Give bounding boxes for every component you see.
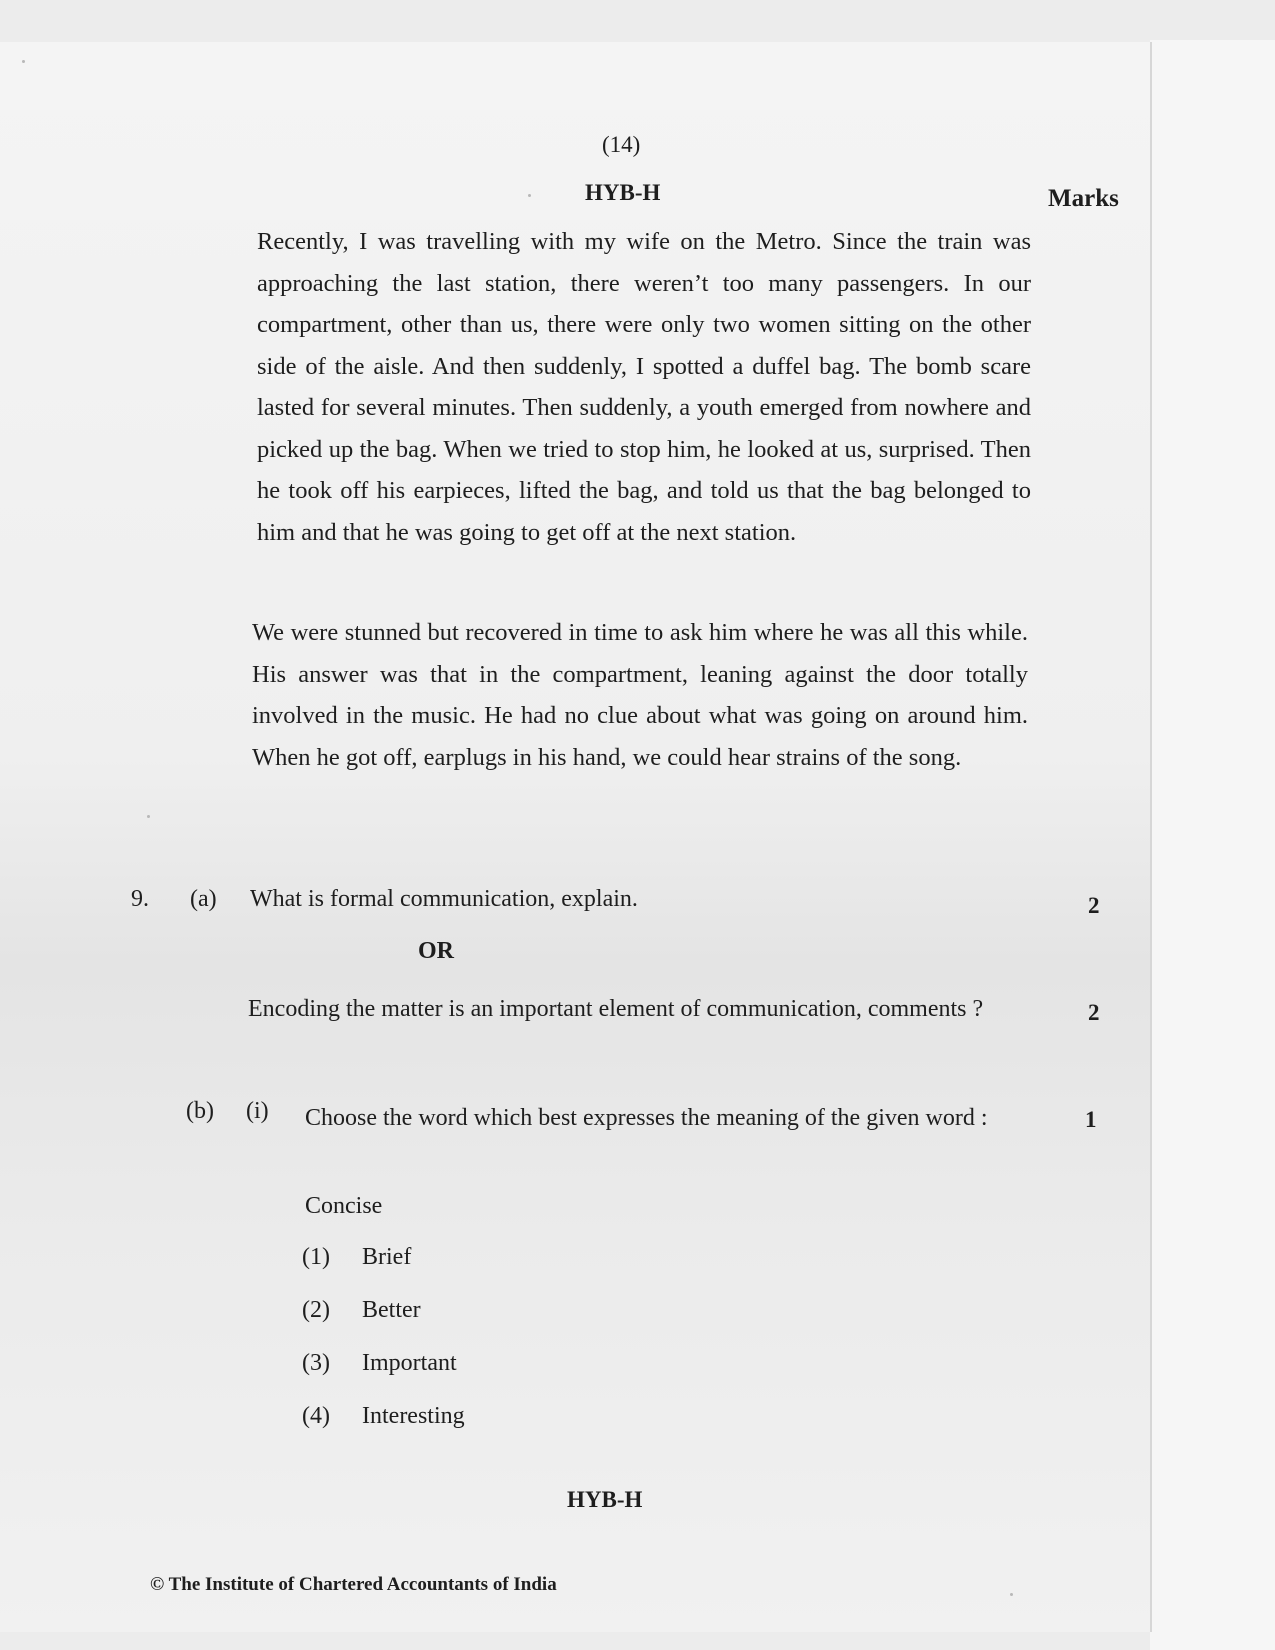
passage-paragraph-1: Recently, I was travelling with my wife on the Metro. Since the train was approaching the last station, there weren’t too many passengers. In our compartment, other than us, there were only two women sitting on the other side of the aisle. And then suddenly, I spotted a duffel bag. The bomb scare lasted for several minutes. Then suddenly, a youth emerged from nowhere and picked up the bag. When we tried to stop him, he looked at us, surprised. Then he took off his earpieces, lifted the bag, and told us that the bag belonged to him and that he was going to get off at the next station. — [257, 228, 1031, 546]
scan-speck — [22, 60, 25, 63]
or-divider: OR — [418, 938, 454, 964]
part-b-marks: 1 — [1085, 1107, 1097, 1132]
option-label: Better — [362, 1297, 421, 1323]
marks-column-heading: Marks — [1048, 185, 1119, 212]
option-number: (3) — [302, 1350, 330, 1376]
passage-paragraph-2: We were stunned but recovered in time to ask him where he was all this while. His answer was that in the compartment, leaning against the door totally involved in the music. He had no clue about what was going on around him. When he got off, earplugs in his hand, we could hear strains of the song. — [252, 619, 1028, 771]
option-number: (4) — [302, 1403, 330, 1429]
option-number: (1) — [302, 1244, 330, 1270]
part-a-alternative-marks: 2 — [1088, 1000, 1100, 1025]
option-label: Important — [362, 1350, 457, 1376]
scan-margin — [1150, 40, 1275, 1650]
copyright-notice: © The Institute of Chartered Accountants of India — [150, 1574, 557, 1595]
paper-code-header: HYB-H — [585, 180, 661, 205]
scan-speck — [1010, 1593, 1013, 1596]
option-label: Interesting — [362, 1403, 465, 1429]
part-a-label: (a) — [190, 886, 217, 912]
part-b-label: (b) — [186, 1098, 214, 1124]
target-word: Concise — [305, 1193, 383, 1219]
part-b-question: Choose the word which best expresses the meaning of the given word : — [305, 1105, 988, 1131]
part-b-sub-label: (i) — [246, 1098, 269, 1124]
paper-code-footer: HYB-H — [567, 1487, 643, 1512]
scan-speck — [147, 815, 150, 818]
part-a-alternative-question: Encoding the matter is an important element of communication, comments ? — [248, 996, 984, 1022]
part-a-marks: 2 — [1088, 893, 1100, 918]
option-number: (2) — [302, 1297, 330, 1323]
scan-speck — [528, 194, 531, 197]
option-label: Brief — [362, 1244, 412, 1270]
question-number: 9. — [131, 886, 149, 912]
page-number: (14) — [602, 132, 641, 157]
part-a-question: What is formal communication, explain. — [250, 886, 638, 912]
